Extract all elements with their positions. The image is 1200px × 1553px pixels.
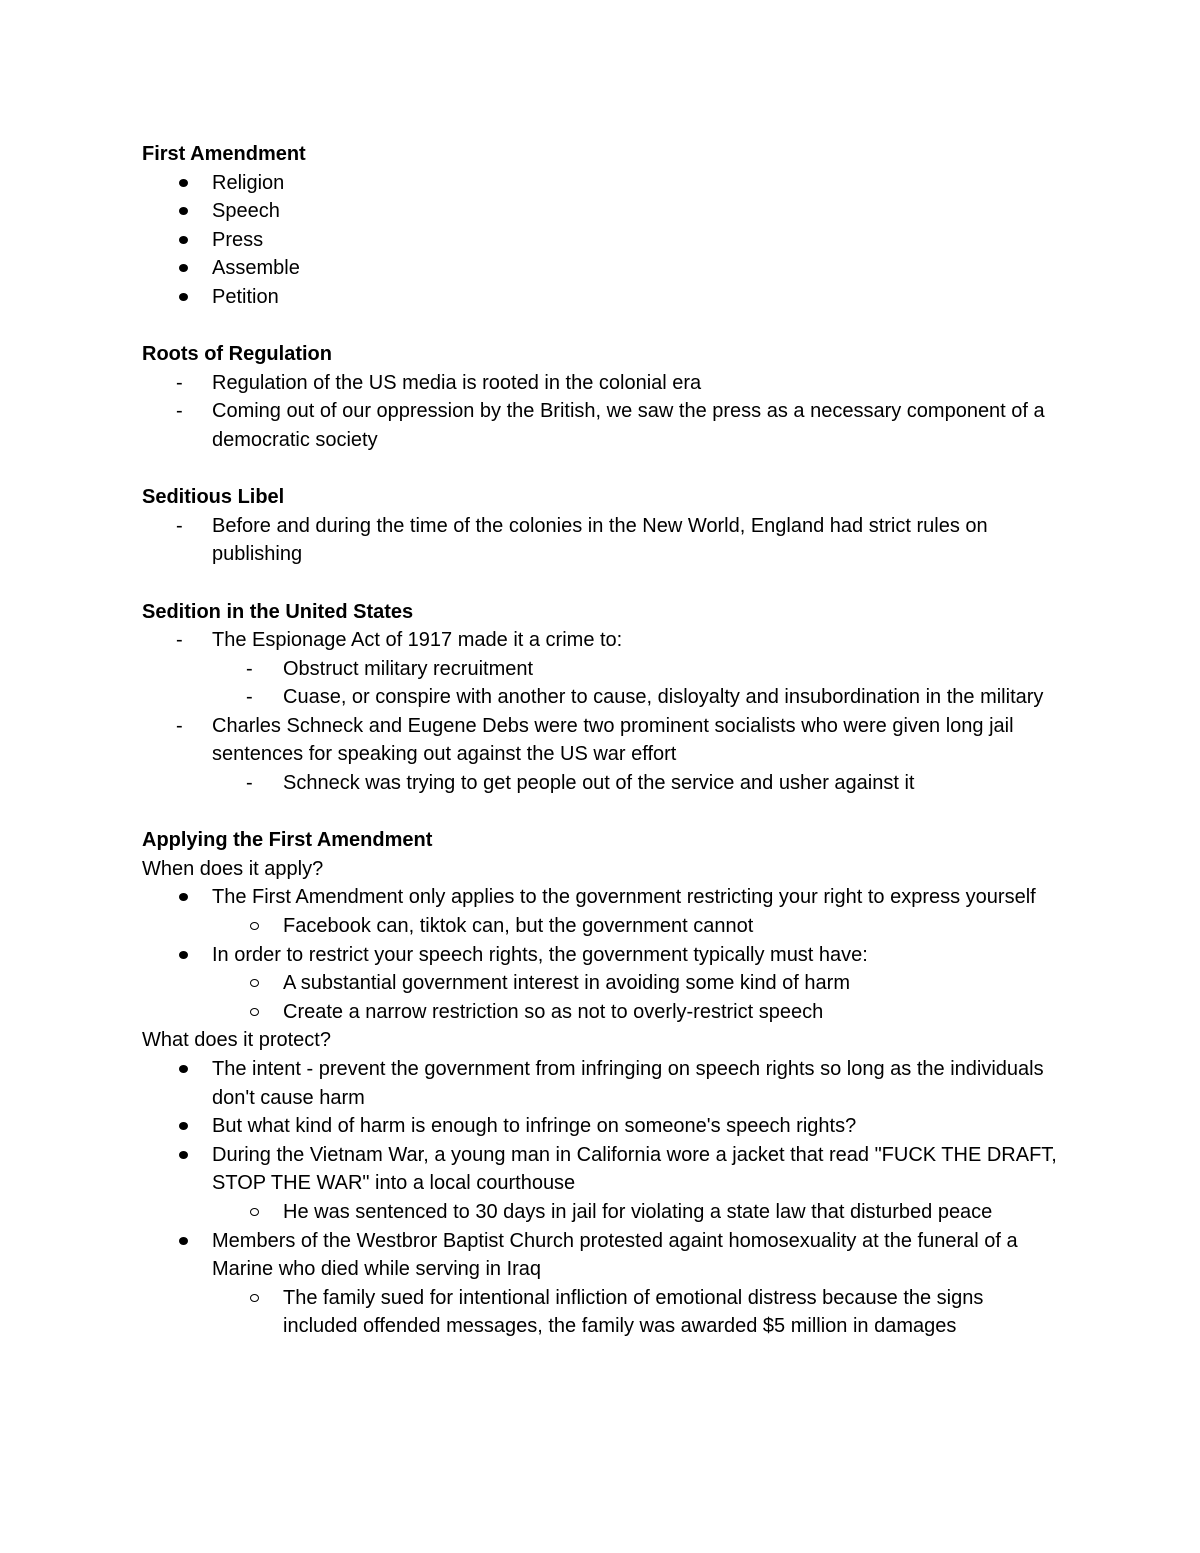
subheading-what-protect: What does it protect?	[142, 1029, 331, 1052]
dash-marker: -	[176, 629, 183, 652]
dash-marker: -	[176, 400, 183, 423]
bullet-icon	[179, 207, 188, 215]
subheading-when-apply: When does it apply?	[142, 857, 324, 880]
list-item: He was sentenced to 30 days in jail for violating a state law that disturbed peace	[142, 1198, 1062, 1227]
heading-sedition-us: Sedition in the United States	[142, 600, 414, 623]
list-item: Petition	[142, 283, 1062, 312]
circle-bullet-icon	[250, 922, 259, 930]
circle-bullet-icon	[250, 1294, 259, 1302]
dash-marker: -	[176, 371, 183, 394]
list-item: The First Amendment only applies to the government restricting your right to express yourself	[142, 883, 1062, 912]
list-item: Facebook can, tiktok can, but the government cannot	[142, 912, 1062, 941]
dash-marker: -	[246, 772, 253, 795]
dash-marker: -	[176, 714, 183, 737]
list-item: The intent - prevent the government from infringing on speech rights so long as the individuals don't cause harm	[142, 1055, 1062, 1112]
bullet-icon	[179, 893, 188, 901]
circle-bullet-icon	[250, 979, 259, 987]
dash-marker: -	[246, 686, 253, 709]
list-item: The family sued for intentional infliction of emotional distress because the signs included offended messages, the family was awarded $5 million in damages	[142, 1284, 1062, 1341]
circle-bullet-icon	[250, 1208, 259, 1216]
list-item: - Charles Schneck and Eugene Debs were two prominent socialists who were given long jail sentences for speaking out against the US war effort	[142, 712, 1062, 769]
list-item: In order to restrict your speech rights, the government typically must have:	[142, 941, 1062, 970]
list-item: Press	[142, 226, 1062, 255]
document-body	[142, 140, 1062, 1341]
list-item: Members of the Westbror Baptist Church protested againt homosexuality at the funeral of a Marine who died while serving in Iraq	[142, 1227, 1062, 1284]
list-item: Create a narrow restriction so as not to overly-restrict speech	[142, 998, 1062, 1027]
list-item: A substantial government interest in avoiding some kind of harm	[142, 969, 1062, 998]
list-item: Assemble	[142, 254, 1062, 283]
list-item: - Cuase, or conspire with another to cause, disloyalty and insubordination in the military	[142, 683, 1062, 712]
bullet-icon	[179, 264, 188, 272]
list-item: - Coming out of our oppression by the British, we saw the press as a necessary component of a democratic society	[142, 397, 1062, 454]
heading-seditious-libel: Seditious Libel	[142, 486, 285, 509]
bullet-icon	[179, 1237, 188, 1245]
list-item: - The Espionage Act of 1917 made it a crime to:	[142, 626, 1062, 655]
list-item: Speech	[142, 197, 1062, 226]
bullet-icon	[179, 236, 188, 244]
heading-applying-first-amendment: Applying the First Amendment	[142, 829, 433, 852]
list-item: - Regulation of the US media is rooted in the colonial era	[142, 369, 1062, 398]
dash-marker: -	[176, 514, 183, 537]
list-item: During the Vietnam War, a young man in California wore a jacket that read "FUCK THE DRAFT, STOP THE WAR" into a local courthouse	[142, 1141, 1062, 1198]
list-item: - Before and during the time of the colonies in the New World, England had strict rules on publishing	[142, 512, 1062, 569]
list-item: - Schneck was trying to get people out of the service and usher against it	[142, 769, 1062, 798]
bullet-icon	[179, 293, 188, 301]
list-item: But what kind of harm is enough to infringe on someone's speech rights?	[142, 1112, 1062, 1141]
bullet-icon	[179, 1065, 188, 1073]
circle-bullet-icon	[250, 1008, 259, 1016]
list-item: Religion	[142, 169, 1062, 198]
dash-marker: -	[246, 657, 253, 680]
bullet-icon	[179, 1122, 188, 1130]
list-item: - Obstruct military recruitment	[142, 655, 1062, 684]
heading-first-amendment: First Amendment	[142, 143, 306, 165]
heading-roots-of-regulation: Roots of Regulation	[142, 343, 332, 366]
bullet-icon	[179, 179, 188, 187]
bullet-icon	[179, 1151, 188, 1159]
bullet-icon	[179, 951, 188, 959]
